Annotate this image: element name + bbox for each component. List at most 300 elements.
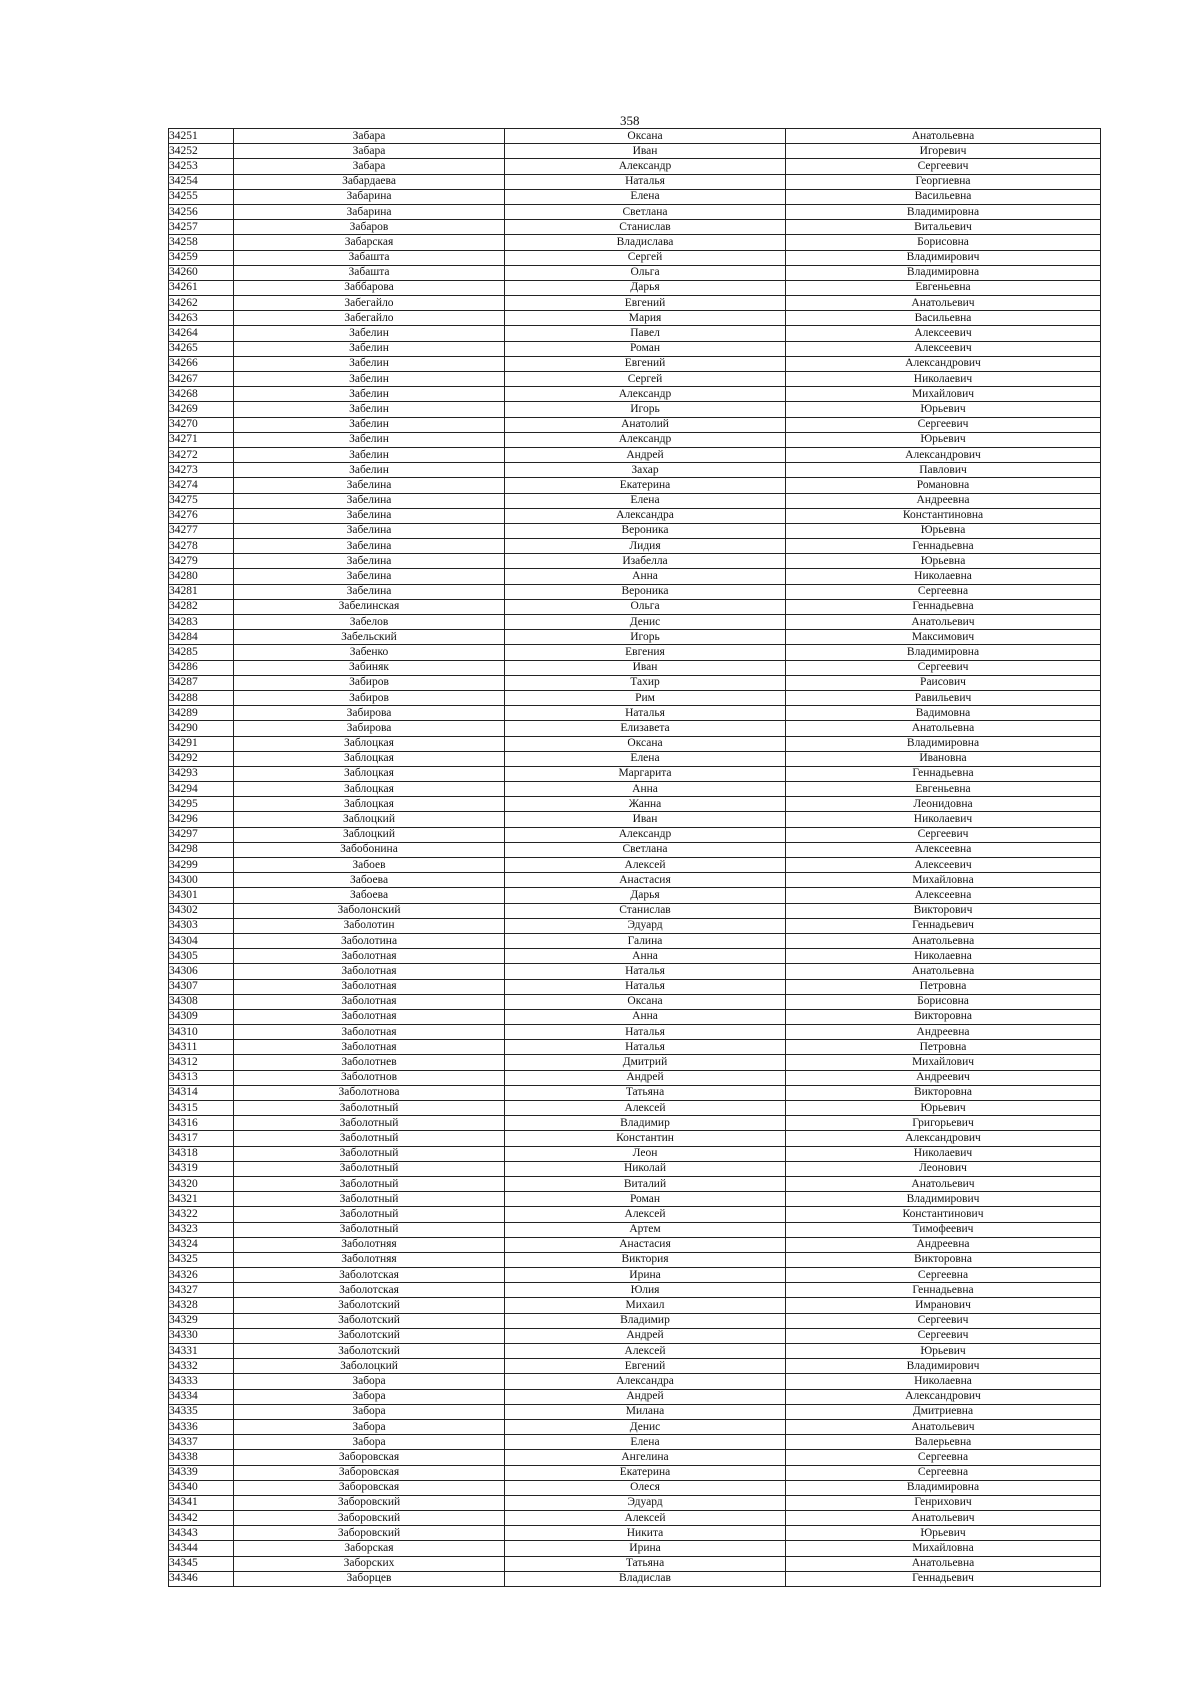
row-number: 34287 — [169, 675, 234, 690]
surname-cell: Забашта — [234, 250, 505, 265]
surname-cell: Заболотная — [234, 1009, 505, 1024]
surname-cell: Заблоцкая — [234, 766, 505, 781]
table-row — [169, 144, 1101, 159]
given-name-cell: Евгений — [505, 356, 786, 371]
row-number: 34314 — [169, 1085, 234, 1100]
patronymic-cell: Анатольевна — [786, 129, 1101, 144]
given-name-cell: Дарья — [505, 280, 786, 295]
surname-cell: Забашта — [234, 265, 505, 280]
surname-cell: Забелин — [234, 463, 505, 478]
given-name-cell: Анна — [505, 782, 786, 797]
table-row — [169, 1389, 1101, 1404]
given-name-cell: Виктория — [505, 1252, 786, 1267]
given-name-cell: Андрей — [505, 1328, 786, 1343]
given-name-cell: Вероника — [505, 584, 786, 599]
row-number: 34321 — [169, 1192, 234, 1207]
row-number: 34276 — [169, 508, 234, 523]
row-number: 34296 — [169, 812, 234, 827]
row-number: 34329 — [169, 1313, 234, 1328]
given-name-cell: Елена — [505, 751, 786, 766]
row-number: 34311 — [169, 1040, 234, 1055]
surname-cell: Забелина — [234, 508, 505, 523]
table-row — [169, 432, 1101, 447]
given-name-cell: Тахир — [505, 675, 786, 690]
table-row — [169, 994, 1101, 1009]
surname-cell: Забелина — [234, 523, 505, 538]
given-name-cell: Светлана — [505, 842, 786, 857]
given-name-cell: Андрей — [505, 1389, 786, 1404]
surname-cell: Заболотный — [234, 1192, 505, 1207]
patronymic-cell: Александрович — [786, 447, 1101, 462]
table-row — [169, 1055, 1101, 1070]
patronymic-cell: Вадимовна — [786, 706, 1101, 721]
table-row — [169, 615, 1101, 630]
patronymic-cell: Валерьевна — [786, 1435, 1101, 1450]
given-name-cell: Анна — [505, 569, 786, 584]
patronymic-cell: Сергеевич — [786, 1328, 1101, 1343]
row-number: 34301 — [169, 888, 234, 903]
patronymic-cell: Раисович — [786, 675, 1101, 690]
table-row — [169, 599, 1101, 614]
row-number: 34298 — [169, 842, 234, 857]
row-number: 34331 — [169, 1344, 234, 1359]
patronymic-cell: Владимировна — [786, 1480, 1101, 1495]
surname-cell: Заблоцкий — [234, 812, 505, 827]
given-name-cell: Екатерина — [505, 478, 786, 493]
patronymic-cell: Равильевич — [786, 690, 1101, 705]
given-name-cell: Александра — [505, 508, 786, 523]
row-number: 34273 — [169, 463, 234, 478]
given-name-cell: Сергей — [505, 372, 786, 387]
surname-cell: Заболотная — [234, 1040, 505, 1055]
patronymic-cell: Юрьевич — [786, 1344, 1101, 1359]
row-number: 34312 — [169, 1055, 234, 1070]
given-name-cell: Роман — [505, 1192, 786, 1207]
given-name-cell: Дмитрий — [505, 1055, 786, 1070]
given-name-cell: Ирина — [505, 1541, 786, 1556]
registry-table-body — [169, 129, 1101, 1587]
row-number: 34324 — [169, 1237, 234, 1252]
row-number: 34267 — [169, 372, 234, 387]
row-number: 34264 — [169, 326, 234, 341]
row-number: 34295 — [169, 797, 234, 812]
given-name-cell: Мария — [505, 311, 786, 326]
page-number: 358 — [620, 113, 640, 128]
row-number: 34337 — [169, 1435, 234, 1450]
given-name-cell: Владимир — [505, 1313, 786, 1328]
surname-cell: Забелин — [234, 417, 505, 432]
row-number: 34342 — [169, 1511, 234, 1526]
given-name-cell: Денис — [505, 615, 786, 630]
table-row — [169, 1374, 1101, 1389]
given-name-cell: Константин — [505, 1131, 786, 1146]
surname-cell: Заболотнова — [234, 1085, 505, 1100]
row-number: 34309 — [169, 1009, 234, 1024]
surname-cell: Забенко — [234, 645, 505, 660]
table-row — [169, 1556, 1101, 1571]
surname-cell: Заболотная — [234, 994, 505, 1009]
given-name-cell: Анна — [505, 949, 786, 964]
surname-cell: Заболотин — [234, 918, 505, 933]
patronymic-cell: Юрьевна — [786, 523, 1101, 538]
patronymic-cell: Сергеевна — [786, 1465, 1101, 1480]
given-name-cell: Владислав — [505, 1571, 786, 1586]
surname-cell: Заболотный — [234, 1146, 505, 1161]
given-name-cell: Станислав — [505, 220, 786, 235]
patronymic-cell: Андреевна — [786, 1237, 1101, 1252]
patronymic-cell: Юрьевна — [786, 554, 1101, 569]
row-number: 34258 — [169, 235, 234, 250]
table-row — [169, 1176, 1101, 1191]
given-name-cell: Елизавета — [505, 721, 786, 736]
row-number: 34279 — [169, 554, 234, 569]
patronymic-cell: Андреевна — [786, 1025, 1101, 1040]
given-name-cell: Маргарита — [505, 766, 786, 781]
patronymic-cell: Тимофеевич — [786, 1222, 1101, 1237]
table-row — [169, 827, 1101, 842]
patronymic-cell: Сергеевич — [786, 417, 1101, 432]
given-name-cell: Никита — [505, 1526, 786, 1541]
patronymic-cell: Михайлович — [786, 387, 1101, 402]
surname-cell: Забегайло — [234, 311, 505, 326]
patronymic-cell: Андреевич — [786, 1070, 1101, 1085]
patronymic-cell: Сергеевич — [786, 827, 1101, 842]
patronymic-cell: Георгиевна — [786, 174, 1101, 189]
row-number: 34336 — [169, 1419, 234, 1434]
surname-cell: Забелин — [234, 372, 505, 387]
patronymic-cell: Алексеевич — [786, 326, 1101, 341]
patronymic-cell: Владимирович — [786, 1192, 1101, 1207]
table-row — [169, 660, 1101, 675]
surname-cell: Заболотнев — [234, 1055, 505, 1070]
table-row — [169, 250, 1101, 265]
given-name-cell: Денис — [505, 1419, 786, 1434]
surname-cell: Забора — [234, 1374, 505, 1389]
given-name-cell: Рим — [505, 690, 786, 705]
given-name-cell: Игорь — [505, 402, 786, 417]
patronymic-cell: Петровна — [786, 979, 1101, 994]
table-row — [169, 1085, 1101, 1100]
table-row — [169, 721, 1101, 736]
table-row — [169, 706, 1101, 721]
registry-table — [168, 128, 1101, 1587]
table-row — [169, 1116, 1101, 1131]
row-number: 34288 — [169, 690, 234, 705]
table-row — [169, 523, 1101, 538]
table-row — [169, 1009, 1101, 1024]
given-name-cell: Анна — [505, 1009, 786, 1024]
surname-cell: Заблоцкая — [234, 736, 505, 751]
patronymic-cell: Сергеевич — [786, 1313, 1101, 1328]
given-name-cell: Ольга — [505, 599, 786, 614]
row-number: 34260 — [169, 265, 234, 280]
given-name-cell: Александр — [505, 432, 786, 447]
surname-cell: Заболотный — [234, 1176, 505, 1191]
surname-cell: Забоева — [234, 873, 505, 888]
surname-cell: Заборовский — [234, 1511, 505, 1526]
patronymic-cell: Александрович — [786, 1389, 1101, 1404]
patronymic-cell: Генрихович — [786, 1495, 1101, 1510]
given-name-cell: Алексей — [505, 1101, 786, 1116]
given-name-cell: Захар — [505, 463, 786, 478]
table-row — [169, 933, 1101, 948]
patronymic-cell: Владимировна — [786, 265, 1101, 280]
row-number: 34333 — [169, 1374, 234, 1389]
surname-cell: Заболотняя — [234, 1237, 505, 1252]
given-name-cell: Виталий — [505, 1176, 786, 1191]
patronymic-cell: Сергеевна — [786, 1450, 1101, 1465]
given-name-cell: Александра — [505, 1374, 786, 1389]
surname-cell: Заболотская — [234, 1268, 505, 1283]
table-row — [169, 1404, 1101, 1419]
row-number: 34341 — [169, 1495, 234, 1510]
row-number: 34335 — [169, 1404, 234, 1419]
row-number: 34320 — [169, 1176, 234, 1191]
surname-cell: Заболотный — [234, 1131, 505, 1146]
surname-cell: Забара — [234, 144, 505, 159]
row-number: 34322 — [169, 1207, 234, 1222]
table-row — [169, 1526, 1101, 1541]
patronymic-cell: Николаевна — [786, 949, 1101, 964]
table-row — [169, 751, 1101, 766]
surname-cell: Заблоцкий — [234, 827, 505, 842]
surname-cell: Заблоцкая — [234, 751, 505, 766]
surname-cell: Заболотный — [234, 1161, 505, 1176]
surname-cell: Заблоцкая — [234, 797, 505, 812]
row-number: 34269 — [169, 402, 234, 417]
row-number: 34255 — [169, 189, 234, 204]
surname-cell: Заболотский — [234, 1344, 505, 1359]
given-name-cell: Наталья — [505, 1025, 786, 1040]
patronymic-cell: Геннадьевна — [786, 599, 1101, 614]
table-row — [169, 1450, 1101, 1465]
table-row — [169, 539, 1101, 554]
table-row — [169, 1207, 1101, 1222]
row-number: 34345 — [169, 1556, 234, 1571]
patronymic-cell: Юрьевич — [786, 1101, 1101, 1116]
row-number: 34256 — [169, 204, 234, 219]
surname-cell: Заболотная — [234, 979, 505, 994]
row-number: 34290 — [169, 721, 234, 736]
patronymic-cell: Романовна — [786, 478, 1101, 493]
row-number: 34313 — [169, 1070, 234, 1085]
given-name-cell: Алексей — [505, 1511, 786, 1526]
table-row — [169, 417, 1101, 432]
table-row — [169, 1222, 1101, 1237]
row-number: 34310 — [169, 1025, 234, 1040]
row-number: 34286 — [169, 660, 234, 675]
patronymic-cell: Леонович — [786, 1161, 1101, 1176]
patronymic-cell: Юрьевич — [786, 402, 1101, 417]
table-row — [169, 1541, 1101, 1556]
given-name-cell: Михаил — [505, 1298, 786, 1313]
table-row — [169, 1040, 1101, 1055]
surname-cell: Забора — [234, 1389, 505, 1404]
row-number: 34282 — [169, 599, 234, 614]
patronymic-cell: Анатольевич — [786, 615, 1101, 630]
row-number: 34315 — [169, 1101, 234, 1116]
table-row — [169, 1480, 1101, 1495]
table-row — [169, 508, 1101, 523]
given-name-cell: Юлия — [505, 1283, 786, 1298]
patronymic-cell: Александрович — [786, 1131, 1101, 1146]
given-name-cell: Алексей — [505, 858, 786, 873]
given-name-cell: Ирина — [505, 1268, 786, 1283]
surname-cell: Забирова — [234, 706, 505, 721]
patronymic-cell: Васильевна — [786, 189, 1101, 204]
patronymic-cell: Максимович — [786, 630, 1101, 645]
given-name-cell: Евгений — [505, 1359, 786, 1374]
patronymic-cell: Игоревич — [786, 144, 1101, 159]
table-row — [169, 1419, 1101, 1434]
given-name-cell: Оксана — [505, 129, 786, 144]
surname-cell: Заболотная — [234, 964, 505, 979]
row-number: 34272 — [169, 447, 234, 462]
table-row — [169, 979, 1101, 994]
row-number: 34304 — [169, 933, 234, 948]
surname-cell: Заборцев — [234, 1571, 505, 1586]
table-row — [169, 782, 1101, 797]
row-number: 34319 — [169, 1161, 234, 1176]
surname-cell: Заболоцкий — [234, 1359, 505, 1374]
patronymic-cell: Анатольевна — [786, 964, 1101, 979]
patronymic-cell: Юрьевич — [786, 1526, 1101, 1541]
row-number: 34277 — [169, 523, 234, 538]
patronymic-cell: Николаевна — [786, 569, 1101, 584]
surname-cell: Заболотный — [234, 1101, 505, 1116]
row-number: 34300 — [169, 873, 234, 888]
surname-cell: Заборская — [234, 1541, 505, 1556]
patronymic-cell: Алексеевна — [786, 842, 1101, 857]
table-row — [169, 311, 1101, 326]
patronymic-cell: Владимировна — [786, 204, 1101, 219]
row-number: 34327 — [169, 1283, 234, 1298]
given-name-cell: Станислав — [505, 903, 786, 918]
patronymic-cell: Павлович — [786, 463, 1101, 478]
patronymic-cell: Николаевич — [786, 372, 1101, 387]
surname-cell: Забара — [234, 159, 505, 174]
surname-cell: Забарина — [234, 189, 505, 204]
row-number: 34332 — [169, 1359, 234, 1374]
given-name-cell: Елена — [505, 493, 786, 508]
patronymic-cell: Васильевна — [786, 311, 1101, 326]
given-name-cell: Наталья — [505, 174, 786, 189]
patronymic-cell: Борисовна — [786, 235, 1101, 250]
patronymic-cell: Викторовна — [786, 1009, 1101, 1024]
table-row — [169, 356, 1101, 371]
given-name-cell: Иван — [505, 812, 786, 827]
given-name-cell: Жанна — [505, 797, 786, 812]
patronymic-cell: Витальевич — [786, 220, 1101, 235]
table-row — [169, 1298, 1101, 1313]
patronymic-cell: Геннадьевна — [786, 1283, 1101, 1298]
surname-cell: Забелина — [234, 584, 505, 599]
surname-cell: Заборских — [234, 1556, 505, 1571]
table-row — [169, 918, 1101, 933]
row-number: 34317 — [169, 1131, 234, 1146]
patronymic-cell: Алексеевич — [786, 341, 1101, 356]
surname-cell: Заболотняя — [234, 1252, 505, 1267]
table-row — [169, 736, 1101, 751]
row-number: 34268 — [169, 387, 234, 402]
row-number: 34346 — [169, 1571, 234, 1586]
row-number: 34261 — [169, 280, 234, 295]
patronymic-cell: Дмитриевна — [786, 1404, 1101, 1419]
table-row — [169, 478, 1101, 493]
surname-cell: Забегайло — [234, 296, 505, 311]
patronymic-cell: Александрович — [786, 356, 1101, 371]
patronymic-cell: Сергеевна — [786, 584, 1101, 599]
patronymic-cell: Петровна — [786, 1040, 1101, 1055]
table-row — [169, 888, 1101, 903]
patronymic-cell: Сергеевич — [786, 660, 1101, 675]
surname-cell: Забара — [234, 129, 505, 144]
row-number: 34330 — [169, 1328, 234, 1343]
table-row — [169, 1495, 1101, 1510]
table-row — [169, 1101, 1101, 1116]
table-row — [169, 159, 1101, 174]
table-row — [169, 387, 1101, 402]
row-number: 34253 — [169, 159, 234, 174]
surname-cell: Забора — [234, 1419, 505, 1434]
table-row — [169, 812, 1101, 827]
row-number: 34294 — [169, 782, 234, 797]
given-name-cell: Наталья — [505, 1040, 786, 1055]
row-number: 34318 — [169, 1146, 234, 1161]
surname-cell: Забаров — [234, 220, 505, 235]
row-number: 34302 — [169, 903, 234, 918]
patronymic-cell: Анатольевна — [786, 933, 1101, 948]
surname-cell: Забельский — [234, 630, 505, 645]
surname-cell: Забелов — [234, 615, 505, 630]
row-number: 34251 — [169, 129, 234, 144]
table-row — [169, 265, 1101, 280]
surname-cell: Заболотский — [234, 1328, 505, 1343]
patronymic-cell: Геннадьевич — [786, 918, 1101, 933]
patronymic-cell: Владимировна — [786, 736, 1101, 751]
surname-cell: Забиров — [234, 675, 505, 690]
row-number: 34325 — [169, 1252, 234, 1267]
patronymic-cell: Викторович — [786, 903, 1101, 918]
surname-cell: Заболотная — [234, 949, 505, 964]
table-row — [169, 675, 1101, 690]
table-row — [169, 493, 1101, 508]
given-name-cell: Наталья — [505, 979, 786, 994]
surname-cell: Забарина — [234, 204, 505, 219]
given-name-cell: Александр — [505, 387, 786, 402]
given-name-cell: Елена — [505, 1435, 786, 1450]
patronymic-cell: Николаевич — [786, 1146, 1101, 1161]
given-name-cell: Татьяна — [505, 1085, 786, 1100]
patronymic-cell: Михайлович — [786, 1055, 1101, 1070]
row-number: 34259 — [169, 250, 234, 265]
table-row — [169, 1313, 1101, 1328]
surname-cell: Забора — [234, 1435, 505, 1450]
surname-cell: Заболотский — [234, 1313, 505, 1328]
patronymic-cell: Имранович — [786, 1298, 1101, 1313]
given-name-cell: Анастасия — [505, 873, 786, 888]
given-name-cell: Алексей — [505, 1207, 786, 1222]
given-name-cell: Дарья — [505, 888, 786, 903]
table-row — [169, 447, 1101, 462]
given-name-cell: Сергей — [505, 250, 786, 265]
table-row — [169, 645, 1101, 660]
table-row — [169, 1161, 1101, 1176]
patronymic-cell: Геннадьевич — [786, 1571, 1101, 1586]
table-row — [169, 858, 1101, 873]
given-name-cell: Оксана — [505, 994, 786, 1009]
patronymic-cell: Андреевна — [786, 493, 1101, 508]
